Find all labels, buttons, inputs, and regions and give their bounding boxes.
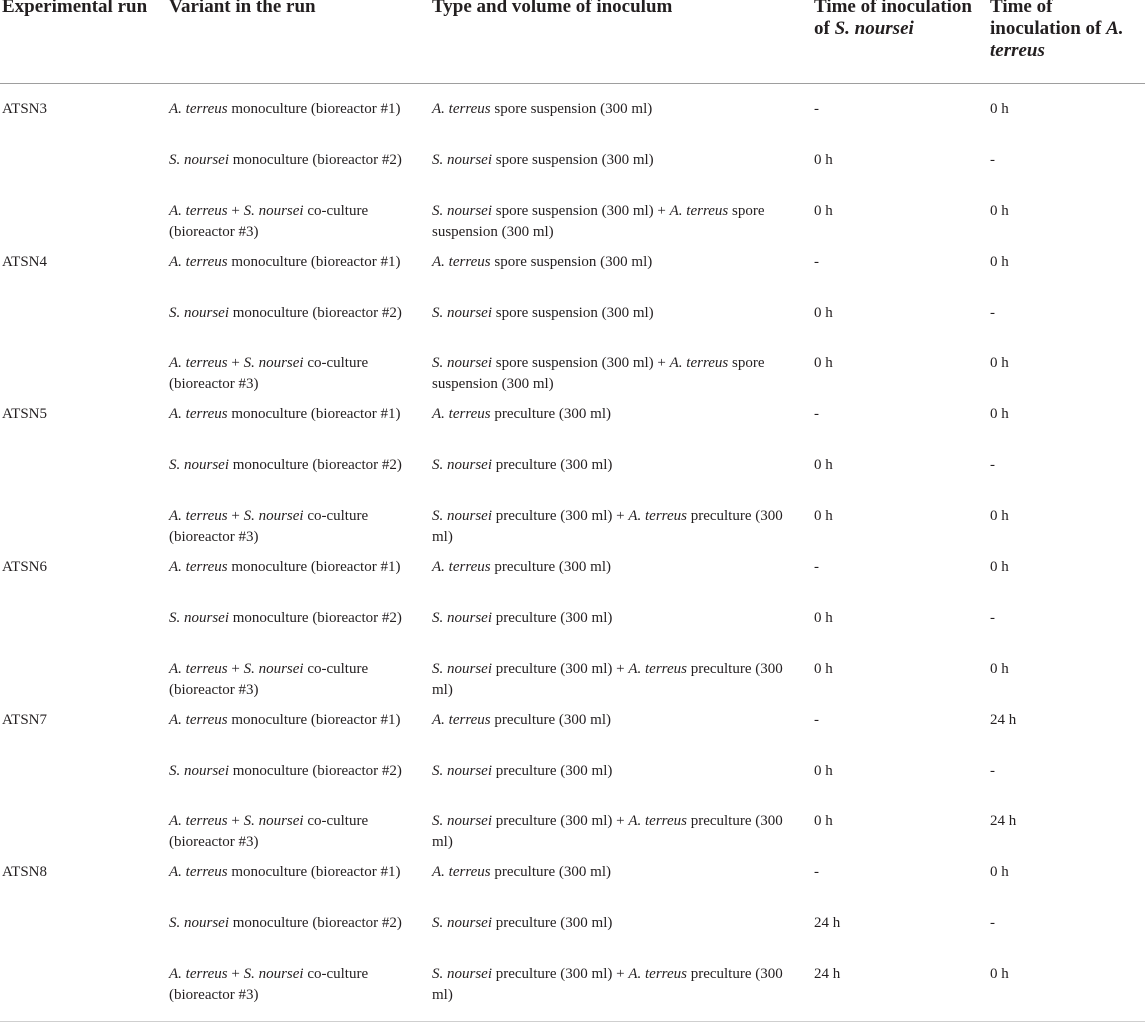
inoculum-text-2: spore suspension (300 ml) xyxy=(432,355,765,393)
variant-species-1: S. noursei xyxy=(169,915,229,932)
cell-time-s-noursei: 0 h xyxy=(814,813,833,830)
cell-time-s-noursei: 0 h xyxy=(814,660,833,677)
variant-species-1: S. noursei xyxy=(169,762,229,779)
cell-time-a-terreus: 0 h xyxy=(990,202,1009,219)
variant-species-1: A. terreus xyxy=(169,559,228,576)
variant-species-2: S. noursei xyxy=(243,202,304,219)
inoculum-text-1: spore suspension (300 ml) + xyxy=(492,202,670,219)
cell-time-a-terreus: 0 h xyxy=(990,559,1009,576)
table-row xyxy=(0,898,1145,949)
inoculum-species-1: A. terreus xyxy=(432,864,491,881)
inoculum-text-2: spore suspension (300 ml) xyxy=(432,202,765,240)
cell-experimental-run: ATSN7 xyxy=(2,711,48,728)
variant-species-1: S. noursei xyxy=(169,457,229,474)
inoculum-species-2: A. terreus xyxy=(628,660,687,677)
table-row xyxy=(0,796,1145,851)
cell-time-a-terreus: 0 h xyxy=(990,253,1009,270)
header-time-a-terreus xyxy=(990,0,1140,62)
cell-experimental-run: ATSN4 xyxy=(2,253,48,270)
cell-inoculum xyxy=(432,862,802,883)
inoculum-text-1: preculture (300 ml) xyxy=(492,762,613,779)
variant-species-2: S. noursei xyxy=(243,966,304,983)
cell-time-s-noursei: 0 h xyxy=(814,355,833,372)
cell-variant: A. terreus + S. noursei co-culture (bioreactor #3) xyxy=(169,660,369,698)
inoculum-species-1: A. terreus xyxy=(432,711,491,728)
cell-variant xyxy=(169,303,409,324)
inoculum-text-1: spore suspension (300 ml) xyxy=(492,304,654,321)
cell-time-a-terreus: - xyxy=(990,609,995,626)
inoculum-species-2: A. terreus xyxy=(628,813,687,830)
cell-experimental-run: ATSN5 xyxy=(2,406,48,423)
cell-inoculum xyxy=(432,761,802,782)
variant-species-2: S. noursei xyxy=(243,508,304,525)
table-row xyxy=(0,491,1145,546)
variant-species-2: S. noursei xyxy=(243,660,304,677)
variant-species-1: A. terreus xyxy=(169,101,228,117)
table-bottom-rule xyxy=(0,1021,1145,1022)
header-time-a-terreus-label: Time of inoculation of xyxy=(990,0,1107,39)
variant-description: monoculture (bioreactor #1) xyxy=(227,101,401,117)
cell-variant xyxy=(169,608,409,629)
cell-variant xyxy=(169,150,409,171)
variant-description: co-culture (bioreactor #3) xyxy=(169,508,369,546)
variant-description: co-culture (bioreactor #3) xyxy=(169,202,369,240)
cell-time-s-noursei: - xyxy=(814,559,819,576)
variant-description: co-culture (bioreactor #3) xyxy=(169,966,369,1004)
inoculum-text-2: preculture (300 ml) xyxy=(432,966,783,1004)
variant-description: monoculture (bioreactor #1) xyxy=(227,864,401,881)
cell-variant: A. terreus + S. noursei co-culture (bioreactor #3) xyxy=(169,508,369,546)
variant-description: co-culture (bioreactor #3) xyxy=(169,813,369,851)
cell-time-a-terreus: - xyxy=(990,762,995,779)
cell-variant: A. terreus + S. noursei co-culture (bioreactor #3) xyxy=(169,355,369,393)
inoculum-species-1: S. noursei xyxy=(432,151,492,168)
inoculum-species-1: A. terreus xyxy=(432,559,491,576)
inoculum-text-1: preculture (300 ml) xyxy=(490,559,611,576)
cell-time-a-terreus: - xyxy=(990,304,995,321)
cell-inoculum xyxy=(432,710,802,731)
cell-time-a-terreus: 0 h xyxy=(990,508,1009,525)
inoculum-text-2: preculture (300 ml) xyxy=(432,813,783,851)
cell-experimental-run: ATSN8 xyxy=(2,864,48,881)
table-row xyxy=(0,746,1145,797)
inoculum-species-1: S. noursei xyxy=(432,915,492,932)
inoculum-species-2: A. terreus xyxy=(669,202,729,219)
inoculum-text-1: spore suspension (300 ml) xyxy=(490,253,653,270)
cell-time-a-terreus: 0 h xyxy=(990,406,1009,423)
table-row xyxy=(0,84,1145,135)
variant-description: monoculture (bioreactor #2) xyxy=(229,762,402,779)
cell-variant xyxy=(169,862,409,883)
variant-species-1: S. noursei xyxy=(169,609,229,626)
variant-description: monoculture (bioreactor #2) xyxy=(229,151,402,168)
variant-description: monoculture (bioreactor #2) xyxy=(229,915,402,932)
variant-species-1: S. noursei xyxy=(169,304,229,321)
table-row xyxy=(0,542,1145,593)
cell-time-a-terreus: 24 h xyxy=(990,711,1017,728)
variant-description: monoculture (bioreactor #2) xyxy=(229,609,402,626)
inoculum-species-1: S. noursei xyxy=(432,813,492,830)
cell-time-s-noursei: - xyxy=(814,711,819,728)
variant-description: monoculture (bioreactor #1) xyxy=(227,253,401,270)
table-row xyxy=(0,695,1145,746)
cell-inoculum xyxy=(432,455,802,476)
variant-species-1: A. terreus xyxy=(169,355,228,372)
cell-variant xyxy=(169,761,409,782)
cell-variant xyxy=(169,252,409,273)
header-time-a-terreus-species: A. terreus xyxy=(990,18,1124,61)
variant-species-1: A. terreus xyxy=(169,253,228,270)
inoculum-species-1: S. noursei xyxy=(432,762,492,779)
cell-variant: A. terreus + S. noursei co-culture (bioreactor #3) xyxy=(169,202,369,240)
cell-variant: A. terreus + S. noursei co-culture (bioreactor #3) xyxy=(169,966,369,1004)
cell-variant xyxy=(169,913,409,934)
inoculum-species-1: S. noursei xyxy=(432,355,492,372)
inoculum-species-1: S. noursei xyxy=(432,304,492,321)
cell-inoculum xyxy=(432,964,802,1006)
cell-time-s-noursei: 0 h xyxy=(814,508,833,525)
cell-time-s-noursei: - xyxy=(814,406,819,423)
inoculum-text-1: preculture (300 ml) + xyxy=(492,813,629,830)
variant-species-2: S. noursei xyxy=(243,813,304,830)
cell-inoculum xyxy=(432,99,802,120)
cell-inoculum xyxy=(432,557,802,578)
variant-species-1: A. terreus xyxy=(169,711,228,728)
cell-time-a-terreus: - xyxy=(990,915,995,932)
inoculum-text-1: preculture (300 ml) xyxy=(492,457,613,474)
cell-time-s-noursei: 0 h xyxy=(814,609,833,626)
header-experimental-run: Experimental run xyxy=(2,0,148,17)
table-row xyxy=(0,338,1145,393)
cell-inoculum xyxy=(432,913,802,934)
inoculum-species-1: S. noursei xyxy=(432,457,492,474)
cell-time-a-terreus: 0 h xyxy=(990,101,1009,117)
variant-species-1: S. noursei xyxy=(169,151,229,168)
cell-time-s-noursei: 24 h xyxy=(814,966,841,983)
table-header xyxy=(0,0,1145,84)
cell-inoculum xyxy=(432,252,802,273)
cell-experimental-run: ATSN6 xyxy=(2,559,48,576)
cell-time-a-terreus: 0 h xyxy=(990,966,1009,983)
cell-variant xyxy=(169,99,409,120)
cell-time-s-noursei: 0 h xyxy=(814,457,833,474)
cell-time-s-noursei: 0 h xyxy=(814,202,833,219)
cell-inoculum xyxy=(432,608,802,629)
inoculum-species-1: A. terreus xyxy=(432,253,491,270)
table-body xyxy=(0,84,1145,1004)
cell-time-s-noursei: 0 h xyxy=(814,151,833,168)
inoculum-text-1: spore suspension (300 ml) + xyxy=(492,355,670,372)
header-time-s-noursei-species: S. noursei xyxy=(834,18,914,39)
variant-description: monoculture (bioreactor #1) xyxy=(227,559,401,576)
inoculum-species-1: A. terreus xyxy=(432,406,491,423)
cell-time-s-noursei: - xyxy=(814,864,819,881)
cell-time-a-terreus: - xyxy=(990,457,995,474)
inoculum-text-1: preculture (300 ml) + xyxy=(492,508,629,525)
inoculum-text-2: preculture (300 ml) xyxy=(432,660,783,698)
cell-experimental-run: ATSN3 xyxy=(2,101,48,117)
inoculum-species-1: S. noursei xyxy=(432,609,492,626)
variant-description: monoculture (bioreactor #2) xyxy=(229,304,402,321)
cell-time-s-noursei: 0 h xyxy=(814,304,833,321)
variant-description: monoculture (bioreactor #2) xyxy=(229,457,402,474)
inoculum-text-1: spore suspension (300 ml) xyxy=(490,101,653,117)
table-row xyxy=(0,440,1145,491)
table-row xyxy=(0,847,1145,898)
inoculum-species-1: A. terreus xyxy=(432,101,491,117)
table-row xyxy=(0,389,1145,440)
inoculum-text-1: preculture (300 ml) xyxy=(492,609,613,626)
variant-species-1: A. terreus xyxy=(169,406,228,423)
inoculum-species-1: S. noursei xyxy=(432,202,492,219)
cell-time-s-noursei: 0 h xyxy=(814,762,833,779)
table-row xyxy=(0,237,1145,288)
inoculum-text-1: spore suspension (300 ml) xyxy=(492,151,654,168)
cell-time-s-noursei: - xyxy=(814,253,819,270)
variant-species-1: A. terreus xyxy=(169,813,228,830)
variant-species-1: A. terreus xyxy=(169,202,228,219)
header-variant: Variant in the run xyxy=(169,0,316,17)
inoculum-text-1: preculture (300 ml) xyxy=(490,711,611,728)
inoculum-text-1: preculture (300 ml) + xyxy=(492,660,629,677)
cell-inoculum xyxy=(432,303,802,324)
variant-description: co-culture (bioreactor #3) xyxy=(169,355,369,393)
inoculum-species-1: S. noursei xyxy=(432,966,492,983)
variant-species-1: A. terreus xyxy=(169,508,228,525)
variant-species-2: S. noursei xyxy=(243,355,304,372)
cell-time-a-terreus: 0 h xyxy=(990,355,1009,372)
inoculum-text-1: preculture (300 ml) xyxy=(490,864,611,881)
header-time-s-noursei-label: Time of inoculation of xyxy=(814,0,972,39)
variant-species-1: A. terreus xyxy=(169,864,228,881)
cell-variant: A. terreus + S. noursei co-culture (bioreactor #3) xyxy=(169,813,369,851)
variant-description: monoculture (bioreactor #1) xyxy=(227,711,401,728)
table-row xyxy=(0,593,1145,644)
cell-time-s-noursei: - xyxy=(814,101,819,117)
cell-variant xyxy=(169,455,409,476)
cell-variant xyxy=(169,557,409,578)
table-row xyxy=(0,186,1145,240)
inoculum-species-2: A. terreus xyxy=(628,508,687,525)
table-row xyxy=(0,288,1145,339)
cell-variant xyxy=(169,710,409,731)
header-inoculum: Type and volume of inoculum xyxy=(432,0,673,17)
variant-description: co-culture (bioreactor #3) xyxy=(169,660,369,698)
cell-time-a-terreus: 0 h xyxy=(990,864,1009,881)
cell-variant xyxy=(169,404,409,425)
cell-time-a-terreus: 0 h xyxy=(990,660,1009,677)
inoculum-text-1: preculture (300 ml) xyxy=(490,406,611,423)
inoculum-species-2: A. terreus xyxy=(628,966,687,983)
inoculum-species-1: S. noursei xyxy=(432,508,492,525)
header-time-s-noursei xyxy=(814,0,974,40)
inoculum-text-1: preculture (300 ml) xyxy=(492,915,613,932)
cell-time-a-terreus: - xyxy=(990,151,995,168)
variant-species-1: A. terreus xyxy=(169,660,228,677)
cell-inoculum xyxy=(432,150,802,171)
inoculum-species-1: S. noursei xyxy=(432,660,492,677)
table-row xyxy=(0,644,1145,698)
inoculum-text-2: preculture (300 ml) xyxy=(432,508,783,546)
cell-inoculum xyxy=(432,404,802,425)
cell-time-a-terreus: 24 h xyxy=(990,813,1017,830)
inoculum-species-2: A. terreus xyxy=(669,355,729,372)
inoculum-text-1: preculture (300 ml) + xyxy=(492,966,629,983)
variant-species-1: A. terreus xyxy=(169,966,228,983)
table-row xyxy=(0,949,1145,1004)
variant-description: monoculture (bioreactor #1) xyxy=(227,406,401,423)
cell-time-s-noursei: 24 h xyxy=(814,915,841,932)
table-row xyxy=(0,135,1145,186)
